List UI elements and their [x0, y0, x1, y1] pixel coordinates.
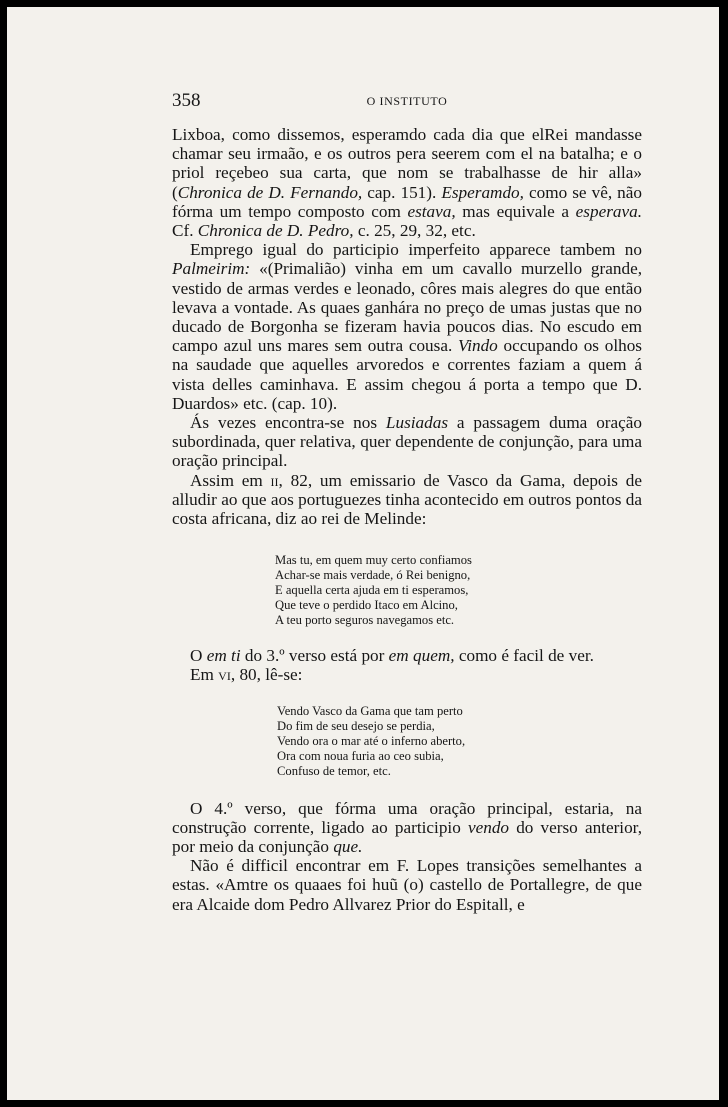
paragraph-3 [172, 413, 642, 471]
text-run: Assim em [190, 470, 271, 490]
verse-line: Que teve o perdido Itaco em Alcino, [275, 598, 458, 613]
verse-line: Vendo Vasco da Gama que tam perto [277, 703, 463, 718]
italic-term: vendo [467, 817, 510, 837]
text-run: como se vê, não fórma um tempo composto com [172, 182, 643, 221]
text-run: cap. 151). [362, 182, 442, 202]
text-run: Em [190, 665, 219, 685]
text-run: , 82, um emissario de Vasco da Gama, depois de alludir ao que aos portuguezes tinha acontecido em outros pontos da costa africana, diz ao rei de Melinde: [172, 470, 642, 529]
paragraph-7 [172, 799, 642, 857]
verse-line: Vendo ora o mar até o inferno aberto, [277, 733, 466, 748]
text-run: Não é difficil encontrar em F. Lopes transições semelhantes a estas. «Amtre os quaaes foi huũ (o) castello de Portallegre, de que era Alcaide dom Pedro Allvarez Prior do Espitall, e [172, 856, 642, 914]
italic-title: Lusiadas [385, 413, 449, 433]
italic-term: em ti [206, 646, 241, 666]
text-run: «(Primalião) vinha em um cavallo murzello grande, vestido de armas verdes e leonado, côres mais alegres do que então levava a vontade. As quaes ganhára no preço de umas justas que no ducado de Borgonha se fizeram havia poucos dias. No escudo em campo azul uns mares sem outra cousa. [172, 259, 642, 356]
paragraph-1 [172, 125, 642, 240]
verse-line: A teu porto seguros navegamos etc. [275, 613, 455, 628]
verse-line: Do fim de seu desejo se perdia, [277, 718, 435, 733]
body-text [172, 125, 642, 914]
paragraph-8 [172, 856, 642, 914]
text-run: occupando os olhos na saudade que aquelles arvoredos e correntes faziam a quem á vista delles caminhava. E assim chegou á porta a tempo que D. Duardos» etc. (cap. 10). [172, 336, 642, 413]
italic-term: que. [333, 837, 363, 857]
italic-term: Vindo [458, 336, 498, 356]
roman-numeral: ii [270, 470, 279, 490]
verse-line: E aquella certa ajuda em ti esperamos, [275, 583, 469, 598]
italic-term: Esperamdo, [441, 182, 524, 202]
paragraph-6 [172, 665, 642, 684]
book-page [7, 7, 719, 1100]
text-run: c. 25, 29, 32, etc. [353, 221, 476, 241]
roman-numeral: vi [218, 665, 231, 685]
italic-title: Palmeirim: [172, 259, 251, 279]
italic-term: esperava. [575, 201, 642, 221]
text-run: Lixboa, como dissemos, esperamdo cada dia que elRei mandasse chamar seu irmaão, e os outros pera seerem com el na batalha; e o priol reçebeo sua carta, que nom se trabalhasse de hir alla» ( [172, 125, 642, 202]
paragraph-4 [172, 471, 642, 529]
verse-line: Confuso de temor, etc. [277, 763, 391, 778]
page-number: 358 [172, 90, 201, 111]
italic-title: Chronica de D. Fernando, [177, 182, 363, 202]
italic-term: em quem, [388, 646, 455, 666]
verse-line: Achar-se mais verdade, ó Rei benigno, [275, 568, 471, 583]
text-run: do 3.º verso está por [240, 646, 389, 666]
text-run: Cf. [172, 221, 198, 241]
verse-line: Mas tu, em quem muy certo confiamos [275, 553, 472, 568]
verse-quote-2 [172, 704, 642, 779]
verse-line: Ora com noua furia ao ceo subia, [277, 748, 444, 763]
paragraph-2 [172, 240, 642, 413]
text-run: a passagem duma oração subordinada, quer relativa, quer dependente de conjunção, para uma oração principal. [172, 413, 643, 471]
running-head: O INSTITUTO [366, 94, 448, 108]
text-run: mas equivale a [455, 201, 576, 221]
text-run: O 4.º verso, que fórma uma oração principal, estaria, na construção corrente, ligado ao participio [172, 798, 642, 837]
verse-quote-1 [172, 553, 642, 628]
text-run: do verso anterior, por meio da conjunção [172, 817, 643, 857]
text-run: , 80, lê-se: [230, 665, 303, 685]
text-run: Ás vezes encontra-se nos [190, 413, 386, 433]
text-run: como é facil de ver. [454, 646, 594, 666]
text-run: O [190, 646, 207, 666]
italic-term: estava, [407, 201, 456, 221]
paragraph-5 [172, 646, 642, 665]
page-header [172, 90, 642, 112]
italic-title: Chronica de D. Pedro, [197, 221, 354, 241]
text-run: Emprego igual do participio imperfeito apparece tambem no [190, 240, 642, 260]
